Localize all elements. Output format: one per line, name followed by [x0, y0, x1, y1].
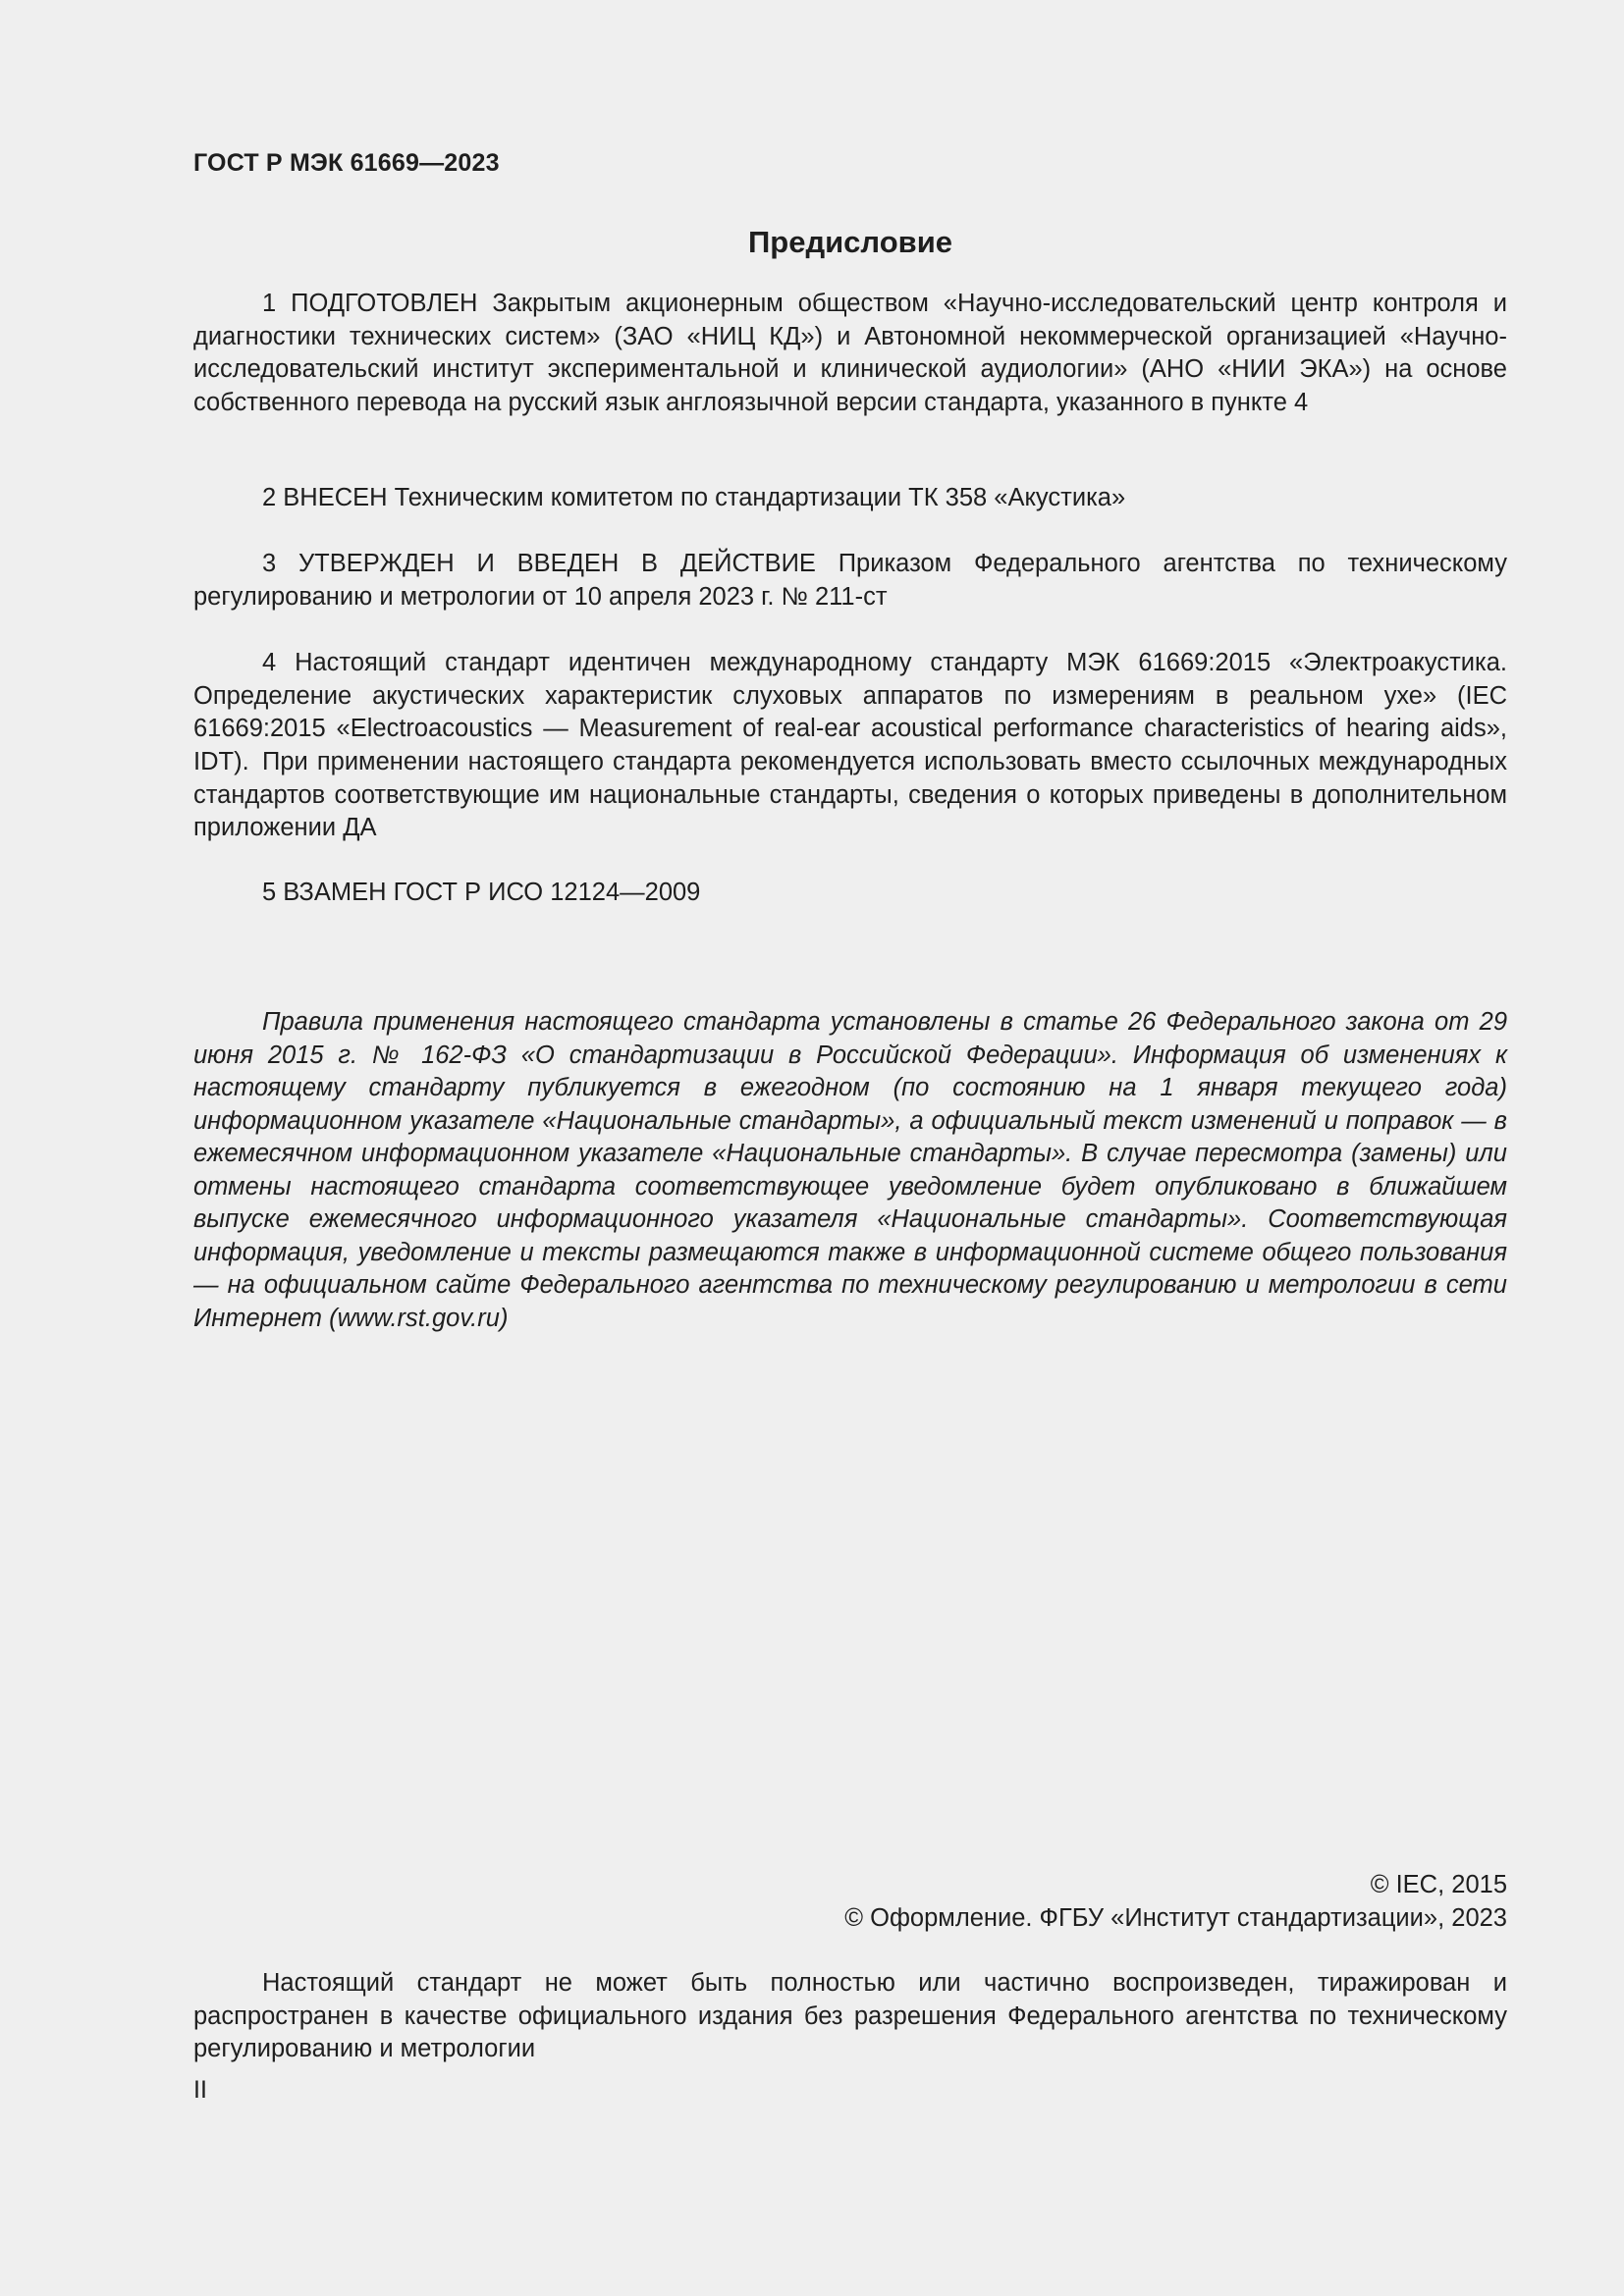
item-1-prepared: 1 ПОДГОТОВЛЕН Закрытым акционерным обществом «Научно-исследовательский центр контроля и диагностики технических систем» (ЗАО «НИЦ КД») и Автономной некоммерческой организацией «Научно-исследовательский институт экспериментальной и клинической аудиологии» (АНО «НИИ ЭКА») на основе собственного перевода на русский язык англоязычной версии стандарта, указанного в пункте 4: [193, 290, 1507, 416]
item-2-introduced: 2 ВНЕСЕН Техническим комитетом по стандартизации ТК 358 «Акустика»: [262, 484, 1126, 511]
page-number: II: [193, 2076, 207, 2104]
copyright-institute: © Оформление. ФГБУ «Институт стандартизации», 2023: [844, 1904, 1507, 1932]
rules-of-application-note: Правила применения настоящего стандарта установлены в статье 26 Федерального закона от 29 июня 2015 г. № 162-ФЗ «О стандартизации в Российской Федерации». Информация об изменениях к настоящему стандарту публикуется в ежегодном (по состоянию на 1 января текущего года) информационном указателе «Национальные стандарты», а официальный текст изменений и поправок — в ежемесячном информационном указателе «Национальные стандарты». В случае пересмотра (замены) или отмены настоящего стандарта соответствующее уведомление будет опубликовано в ближайшем выпуске ежемесячного информационного указателя «Национальные стандарты». Соответствующая информация, уведомление и тексты размещаются также в информационной системе общего пользования — на официальном сайте Федерального агентства по техническому регулированию и метрологии в сети Интернет (www.rst.gov.ru): [193, 1008, 1507, 1332]
item-3-approved: 3 УТВЕРЖДЕН И ВВЕДЕН В ДЕЙСТВИЕ Приказом Федерального агентства по техническому регулированию и метрологии от 10 апреля 2023 г. № 211-ст: [193, 550, 1507, 611]
document-code-header: ГОСТ Р МЭК 61669—2023: [193, 149, 500, 177]
item-5-replaces: 5 ВЗАМЕН ГОСТ Р ИСО 12124—2009: [262, 879, 701, 906]
page-title: Предисловие: [747, 225, 952, 259]
item-4-application-note: При применении настоящего стандарта рекомендуется использовать вместо ссылочных международных стандартов соответствующие им национальные стандарты, сведения о которых приведены в дополнительном приложении ДА: [193, 748, 1507, 841]
item-4-identical: 4 Настоящий стандарт идентичен международному стандарту МЭК 61669:2015 «Электроакустика. Определение акустических характеристик слуховых аппаратов по измерениям в реальном ухе» (IEC 61669:2015 «Electroacoustics — Measurement of real-ear acoustical performance characteristics of hearing aids», IDT).: [193, 649, 1507, 775]
document-page: [193, 0, 1507, 2296]
copyright-iec: © IEC, 2015: [1370, 1871, 1507, 1898]
reproduction-notice: Настоящий стандарт не может быть полностью или частично воспроизведен, тиражирован и распространен в качестве официального издания без разрешения Федерального агентства по техническому регулированию и метрологии: [193, 1969, 1507, 2062]
